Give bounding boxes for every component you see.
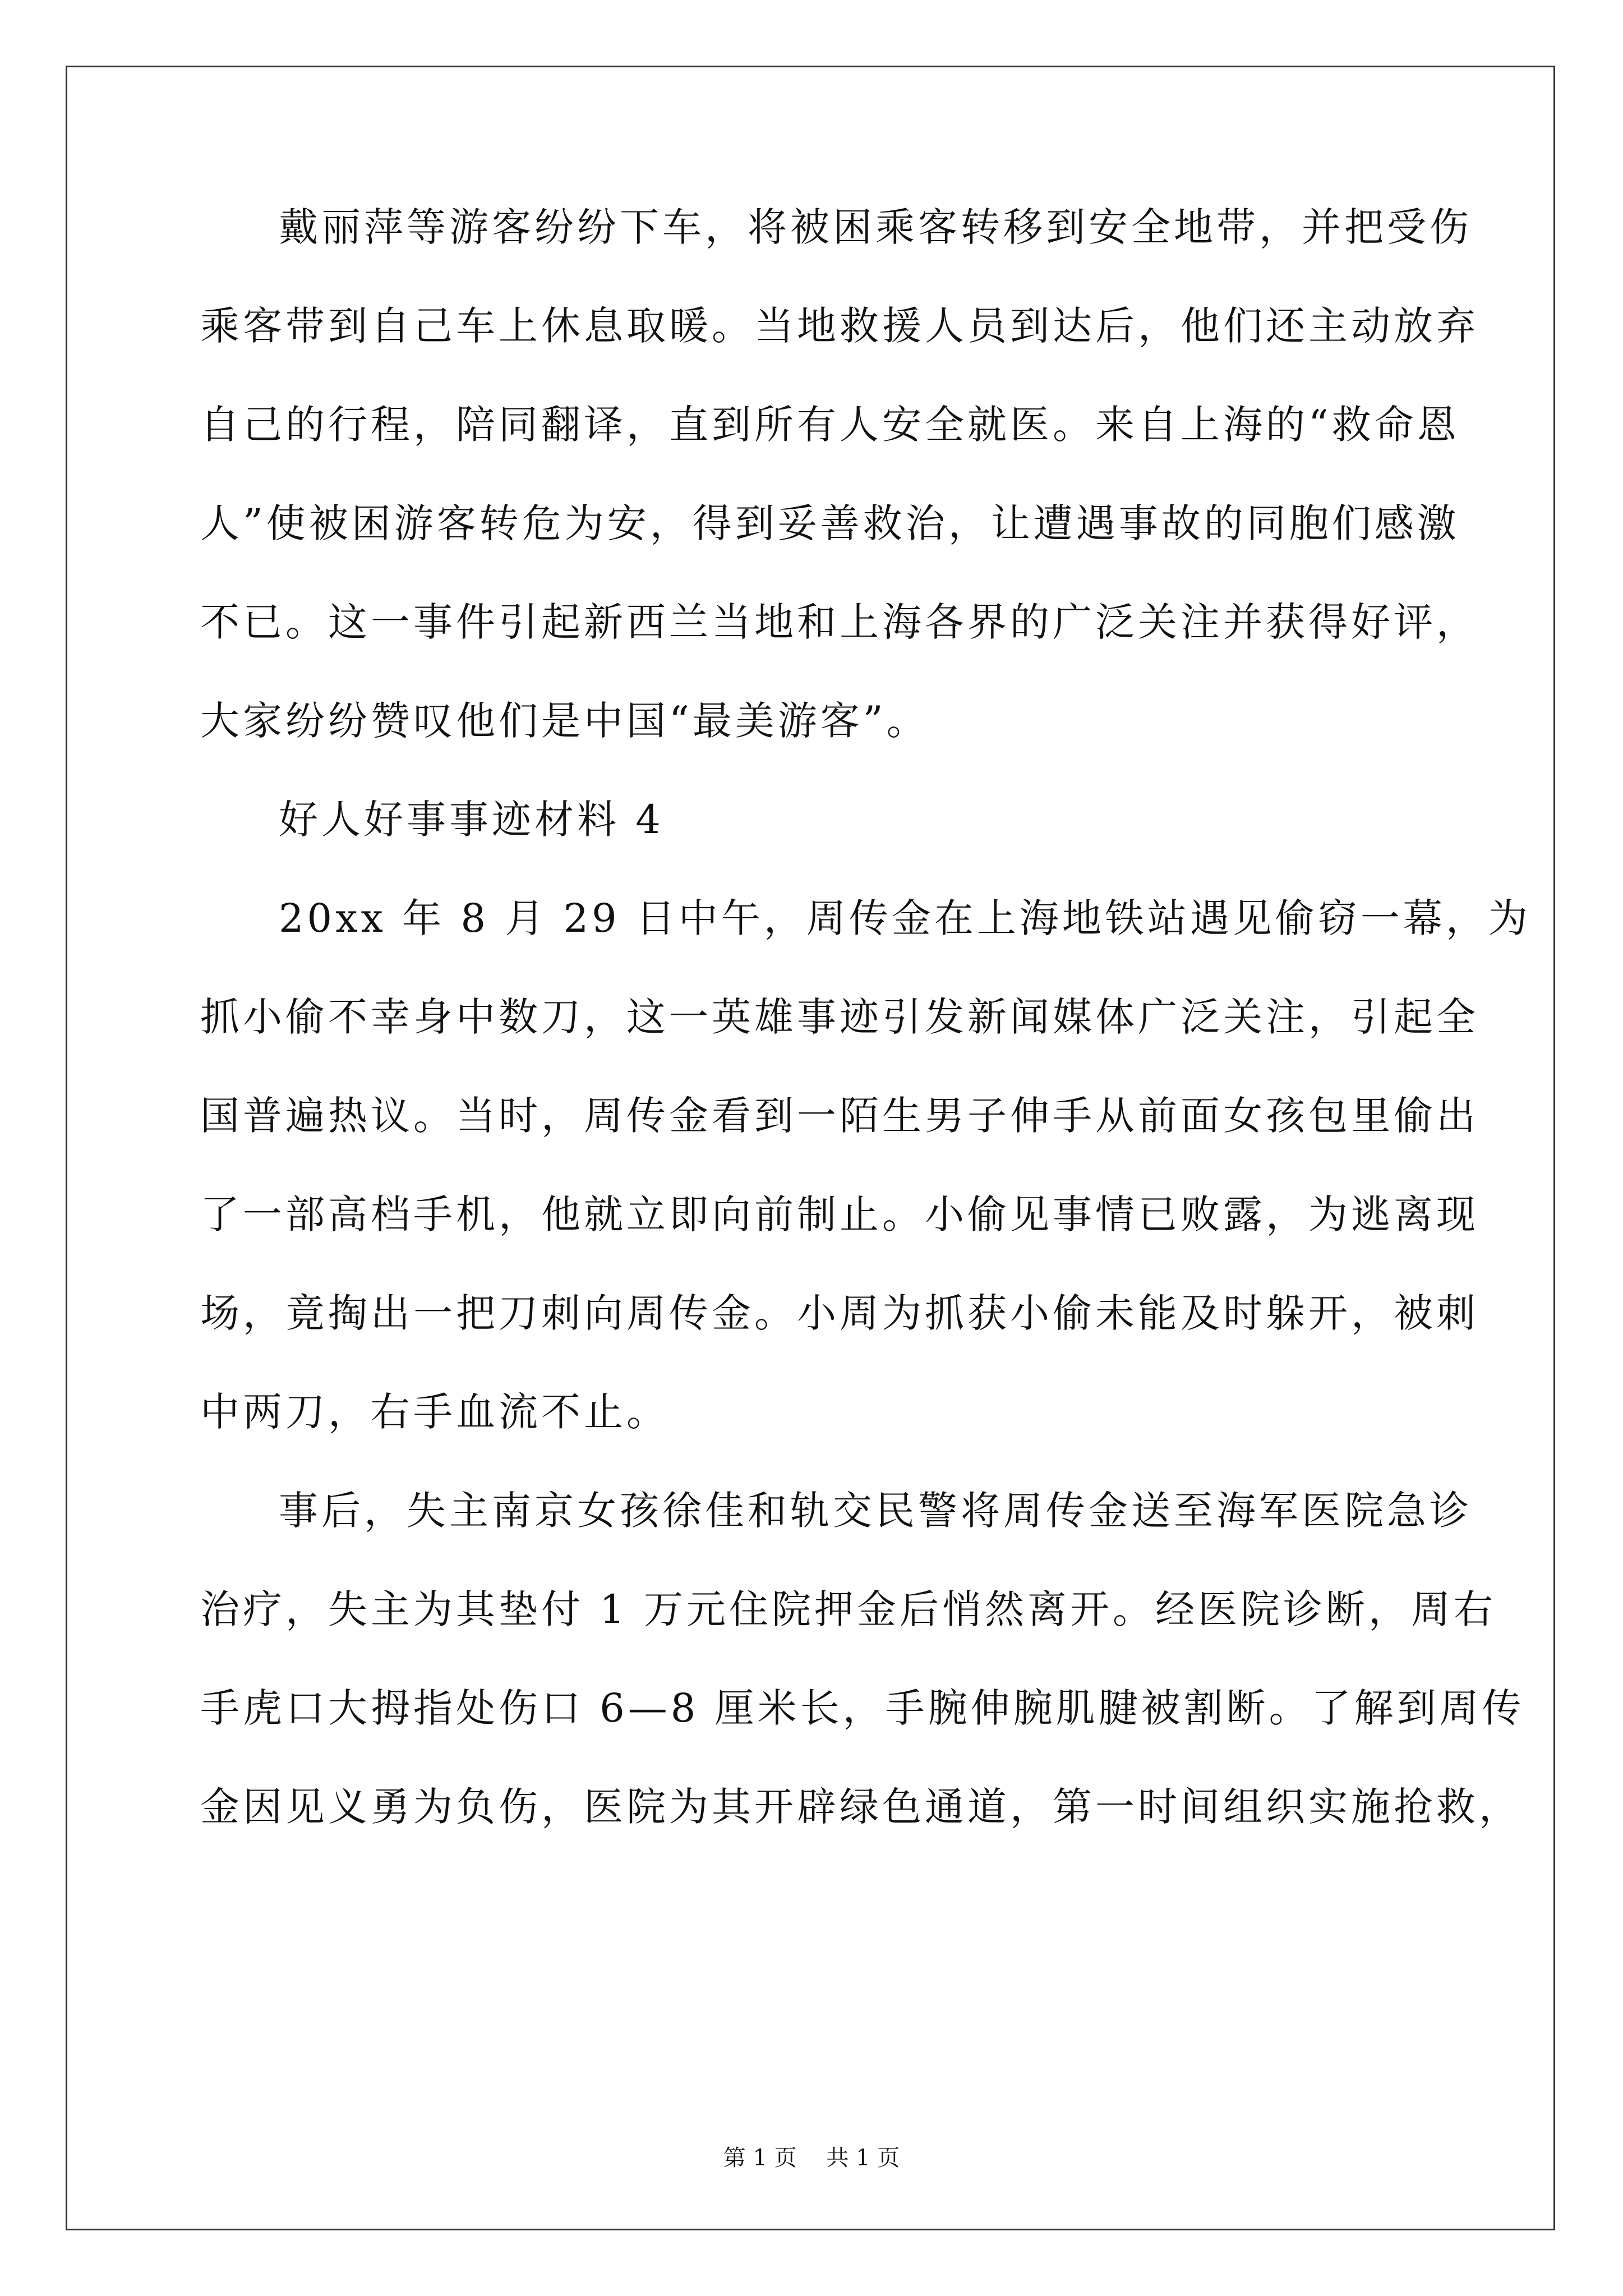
text-line: 大家纷纷赞叹他们是中国“最美游客”。 xyxy=(200,698,929,744)
text-line: 中两刀，右手血流不止。 xyxy=(200,1389,669,1435)
text-line: 自己的行程，陪同翻译，直到所有人安全就医。来自上海的“救命恩 xyxy=(200,402,1460,448)
section-heading: 好人好事事迹材料 4 xyxy=(279,797,664,843)
text-line: 人”使被困游客转危为安，得到妥善救治，让遭遇事故的同胞们感激 xyxy=(200,500,1460,546)
text-line: 戴丽萍等游客纷纷下车，将被困乘客转移到安全地带，并把受伤 xyxy=(279,204,1472,250)
text-line: 乘客带到自己车上休息取暖。当地救援人员到达后，他们还主动放弃 xyxy=(200,303,1479,349)
text-line: 国普遍热议。当时，周传金看到一陌生男子伸手从前面女孩包里偷出 xyxy=(200,1093,1479,1139)
text-line: 抓小偷不幸身中数刀，这一英雄事迹引发新闻媒体广泛关注，引起全 xyxy=(200,994,1479,1040)
page-number-total: 共 1 页 xyxy=(826,2145,900,2171)
text-line: 事后，失主南京女孩徐佳和轨交民警将周传金送至海军医院急诊 xyxy=(279,1488,1472,1534)
text-line: 金因见义勇为负伤，医院为其开辟绿色通道，第一时间组织实施抢救， xyxy=(200,1784,1521,1830)
text-line: 20xx 年 8 月 29 日中午，周传金在上海地铁站遇见偷窃一幕，为 xyxy=(279,895,1531,941)
page-border xyxy=(66,66,1555,2230)
page-footer xyxy=(0,2144,1623,2172)
text-line: 场，竟掏出一把刀刺向周传金。小周为抓获小偷未能及时躲开，被刺 xyxy=(200,1290,1479,1336)
text-line: 不已。这一事件引起新西兰当地和上海各界的广泛关注并获得好评， xyxy=(200,599,1479,645)
page-number-current: 第 1 页 xyxy=(723,2145,797,2171)
text-line: 了一部高档手机，他就立即向前制止。小偷见事情已败露，为逃离现 xyxy=(200,1191,1479,1237)
text-line: 手虎口大拇指处伤口 6—8 厘米长，手腕伸腕肌腱被割断。了解到周传 xyxy=(200,1685,1525,1731)
text-line: 治疗，失主为其垫付 1 万元住院押金后悄然离开。经医院诊断，周右 xyxy=(200,1586,1497,1632)
